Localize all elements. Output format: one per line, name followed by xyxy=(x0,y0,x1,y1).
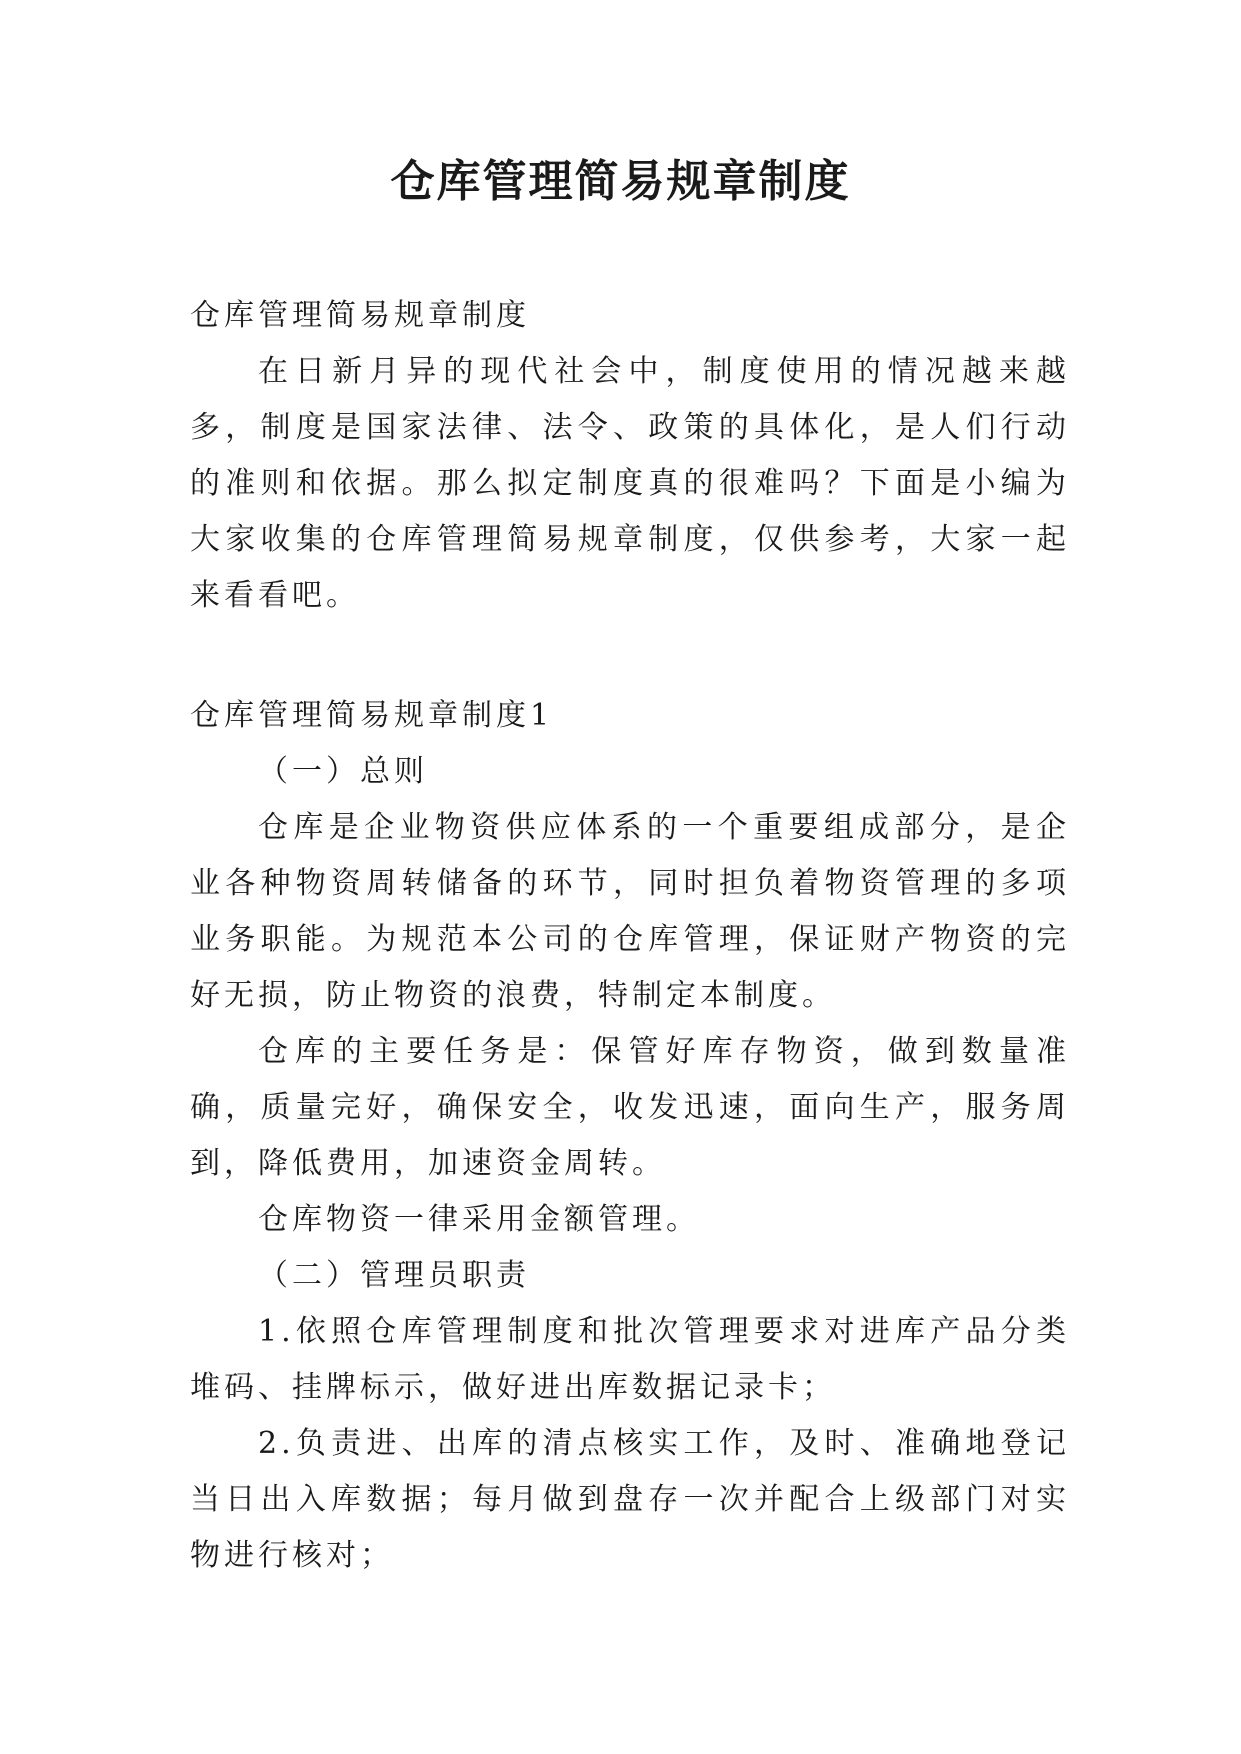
document-title: 仓库管理简易规章制度 xyxy=(390,156,851,207)
section-heading: 仓库管理简易规章制度 xyxy=(190,298,530,333)
section-heading: 仓库管理简易规章制度1 xyxy=(190,698,554,733)
intro-paragraph: 在日新月异的现代社会中，制度使用的情况越来越多，制度是国家法律、法令、政策的具体化，是人们行动的准则和依据。那么拟定制度真的很难吗？下面是小编为大家收集的仓库管理简易规章制度，仅供参考，大家一起来看看吧。 xyxy=(190,354,1070,613)
body-paragraph: 仓库物资一律采用金额管理。 xyxy=(258,1202,700,1237)
list-item: 2.负责进、出库的清点核实工作，及时、准确地登记当日出入库数据；每月做到盘存一次并配合上级部门对实物进行核对； xyxy=(190,1426,1070,1573)
body-paragraph: 仓库的主要任务是：保管好库存物资，做到数量准确，质量完好，确保安全，收发迅速，面向生产，服务周到，降低费用，加速资金周转。 xyxy=(190,1034,1070,1181)
list-item: 1.依照仓库管理制度和批次管理要求对进库产品分类堆码、挂牌标示，做好进出库数据记录卡； xyxy=(190,1314,1070,1405)
document-body xyxy=(190,288,1070,1584)
subsection-heading: （一）总则 xyxy=(258,754,428,789)
body-paragraph: 仓库是企业物资供应体系的一个重要组成部分，是企业各种物资周转储备的环节，同时担负着物资管理的多项业务职能。为规范本公司的仓库管理，保证财产物资的完好无损，防止物资的浪费，特制定本制度。 xyxy=(190,810,1070,1013)
subsection-heading: （二）管理员职责 xyxy=(258,1258,530,1293)
